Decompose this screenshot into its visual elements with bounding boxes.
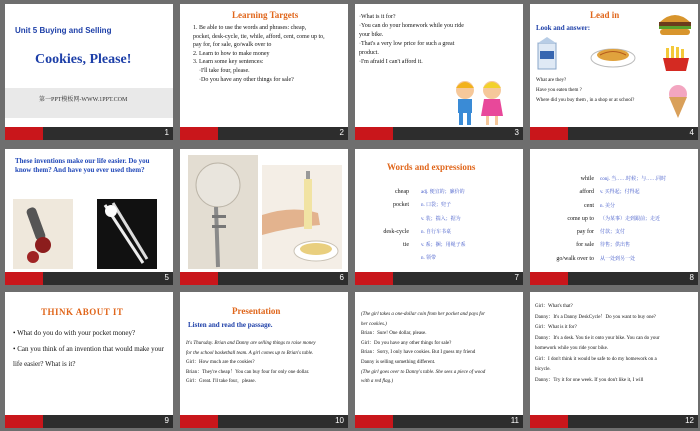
vocab-definition: n. 口袋；兜子 <box>421 203 452 209</box>
vocab-word: afford <box>579 189 594 196</box>
vocab-word: while <box>580 176 594 182</box>
slide-text-line: Brian：Sure! One dollar, please. <box>361 331 427 337</box>
slide-question: Where did you buy them , in a shop or at school? <box>536 98 635 103</box>
slide-text-line: (The girl goes over to Danny's table. She sees a piece of wood <box>361 369 486 375</box>
slide-text-line: ·You can do your homework while you ride <box>359 23 464 29</box>
slide-text-line: homework while you ride your bike. <box>535 346 609 351</box>
slide-text-line: Danny：It's a Danny DeskCycle！Do you want to buy one? <box>535 314 656 320</box>
slide-footer: 第一PPT模板网-WWW.1PPT.COM <box>39 97 128 103</box>
slide-number: 1 <box>164 128 169 137</box>
slide-bullet: • Can you think of an invention that would make your life easier? What is it? <box>13 344 164 368</box>
slide-number: 8 <box>689 273 694 282</box>
vocab-word <box>359 252 409 265</box>
slide-number: 7 <box>514 273 519 282</box>
milk-carton-image <box>534 37 564 71</box>
slide-text-line: pay for, for sale, go/walk over to <box>193 42 272 49</box>
slide-subtitle: Listen and read the passage. <box>188 321 273 329</box>
vocab-word: tie <box>403 242 409 249</box>
slide-text-line: (The girl takes a one-dollar coin from her pocket and pays for <box>361 312 486 317</box>
slide-thumbnail-8[interactable] <box>530 149 698 285</box>
vocab-definition: v. 系；捆；用绳子系 <box>421 243 466 249</box>
vocab-definition: n. 领带 <box>421 256 437 262</box>
slide-text-line: Brian：Sorry, I only have cookies. But I guess my friend <box>361 350 476 356</box>
slide-text-line: Girl：What is it for? <box>535 325 577 330</box>
slide-text-line: pocket, desk-cycle, tie, while, afford, cent, come up to, <box>193 33 325 40</box>
slide-text-line: for the school basketball team. A girl comes up to Brian's table. <box>186 350 314 356</box>
slide-text-line: 1. Be able to use the words and phrases: cheap, <box>193 25 307 31</box>
hamburger-image <box>656 8 694 38</box>
slide-text-line: It's Thursday. Brian and Danny are selling things to raise money <box>186 341 316 346</box>
slide-text-line: your bike. <box>359 32 384 38</box>
slide-unit-label: Unit 5 Buying and Selling <box>15 26 112 35</box>
vocab-definition: v. 买得起；付得起 <box>600 190 640 196</box>
slide-number: 12 <box>685 416 694 425</box>
vocab-definition: 从一处到另一处 <box>600 256 636 262</box>
slide-question: Have you eaten them ? <box>536 88 582 93</box>
slide-number: 3 <box>514 128 519 137</box>
slide-text-line: 2. Learn to how to make money <box>193 50 270 57</box>
slide-text-line: bicycle. <box>535 367 551 372</box>
slide-number: 11 <box>510 416 519 425</box>
vocab-definition: （为某事）走到跟前；走近 <box>600 216 661 222</box>
slide-number: 6 <box>339 273 344 282</box>
slide-title: Words and expressions <box>387 162 476 172</box>
vocab-word: cheap <box>395 189 409 195</box>
vocab-definition: n. 自行车书桌 <box>421 229 452 235</box>
slide-thumbnail-9[interactable] <box>5 292 173 428</box>
cartoon-kids-image <box>447 78 511 128</box>
slide-text-line: 3. Learn some key sentences: <box>193 59 264 66</box>
slide-subtitle: Look and answer: <box>536 24 591 32</box>
slide-text-line: Girl：What's that? <box>535 304 573 309</box>
slide-thumbnail-1[interactable] <box>5 4 173 140</box>
vocab-definition: v. 装；揣入；据为 <box>421 216 461 222</box>
slide-title: Cookies, Please! <box>35 52 132 67</box>
slide-thumbnail-12[interactable] <box>530 292 698 428</box>
slide-thumbnail-5[interactable] <box>5 149 173 285</box>
ice-cream-image <box>662 84 694 120</box>
vocab-definition: n. 美分 <box>600 203 616 209</box>
vocab-definition: 待售；供出售 <box>600 243 631 249</box>
slide-title: THINK ABOUT IT <box>41 307 124 317</box>
slide-title: Presentation <box>232 306 281 316</box>
vocab-definition: adj. 便宜的；廉价的 <box>421 190 465 195</box>
noodles-image <box>590 40 636 68</box>
slide-title: Lead in <box>590 10 620 20</box>
vocab-word <box>359 213 409 226</box>
slide-bullet: • What do you do with your pocket money? <box>13 329 136 337</box>
vocab-word: go/walk over to <box>556 255 594 262</box>
slide-text-line: Danny is selling something different. <box>361 359 436 365</box>
slide-number: 4 <box>689 128 694 137</box>
slide-text-line: with a red flag.) <box>361 379 394 385</box>
chopsticks-image <box>97 199 157 269</box>
slide-number: 2 <box>339 128 344 137</box>
slide-text-line: Danny：Try it for one week. If you don't like it, I will <box>535 377 644 383</box>
slide-text-line: Brian：They're cheap！You can buy four for only one dollar. <box>186 369 310 375</box>
vocab-definition: conj. 当……时候；与……同时 <box>600 177 667 182</box>
slide-text-line: ·Do you have any other things for sale? <box>199 76 294 83</box>
vocab-word: pay for <box>576 229 594 236</box>
noodle-fork-image <box>262 165 342 269</box>
slide-number: 10 <box>335 416 344 425</box>
slide-text-line: her cookies.) <box>361 321 387 327</box>
slide-title: Learning Targets <box>232 10 299 20</box>
slide-thumbnail-4[interactable] <box>530 4 698 140</box>
slide-number: 5 <box>164 273 169 282</box>
slide-text-line: ·That's a very low price for such a great <box>359 41 455 47</box>
vocab-word: desk-cycle <box>383 228 409 235</box>
slide-text: These inventions make our life easier. Do you know them? And have you ever used them? <box>15 157 150 174</box>
vocab-word: for sale <box>576 242 594 249</box>
slide-text-line: product. <box>359 50 379 56</box>
slide-text-line: Girl：Great. I'll take four，please. <box>186 379 256 385</box>
slide-text-line: Girl：Do you have any other things for sale? <box>361 340 452 346</box>
fries-image <box>658 44 694 72</box>
slide-text-line: Danny：It's a desk. You tie it onto your bike. You can do your <box>535 335 660 341</box>
vocab-word: come up to <box>567 215 594 222</box>
slide-text-line: Girl：I don't think it would be safe to do my homework on a <box>535 356 657 362</box>
slide-text-line: ·What is it for? <box>359 14 396 20</box>
slide-text-line: ·I'll take four, please. <box>199 67 250 74</box>
slide-text-line: Girl：How much are the cookies? <box>186 360 255 366</box>
wall-gadget-image <box>188 155 258 269</box>
slide-text-line: ·I'm afraid I can't afford it. <box>359 59 423 65</box>
vocab-word: pocket <box>393 202 409 209</box>
slide-number: 9 <box>164 416 169 425</box>
slide-thumbnail-2[interactable] <box>180 4 348 140</box>
slide-thumbnail-10[interactable] <box>180 292 348 428</box>
vocab-definition: 付款；支付 <box>600 230 626 236</box>
slide-thumbnail-11[interactable] <box>355 292 523 428</box>
slide-thumbnail-3[interactable] <box>355 4 523 140</box>
slide-thumbnail-7[interactable] <box>355 149 523 285</box>
slide-thumbnail-6[interactable] <box>180 149 348 285</box>
garlic-press-image <box>13 199 73 269</box>
slide-question: What are they? <box>536 78 567 83</box>
vocab-word: cent <box>584 202 594 209</box>
